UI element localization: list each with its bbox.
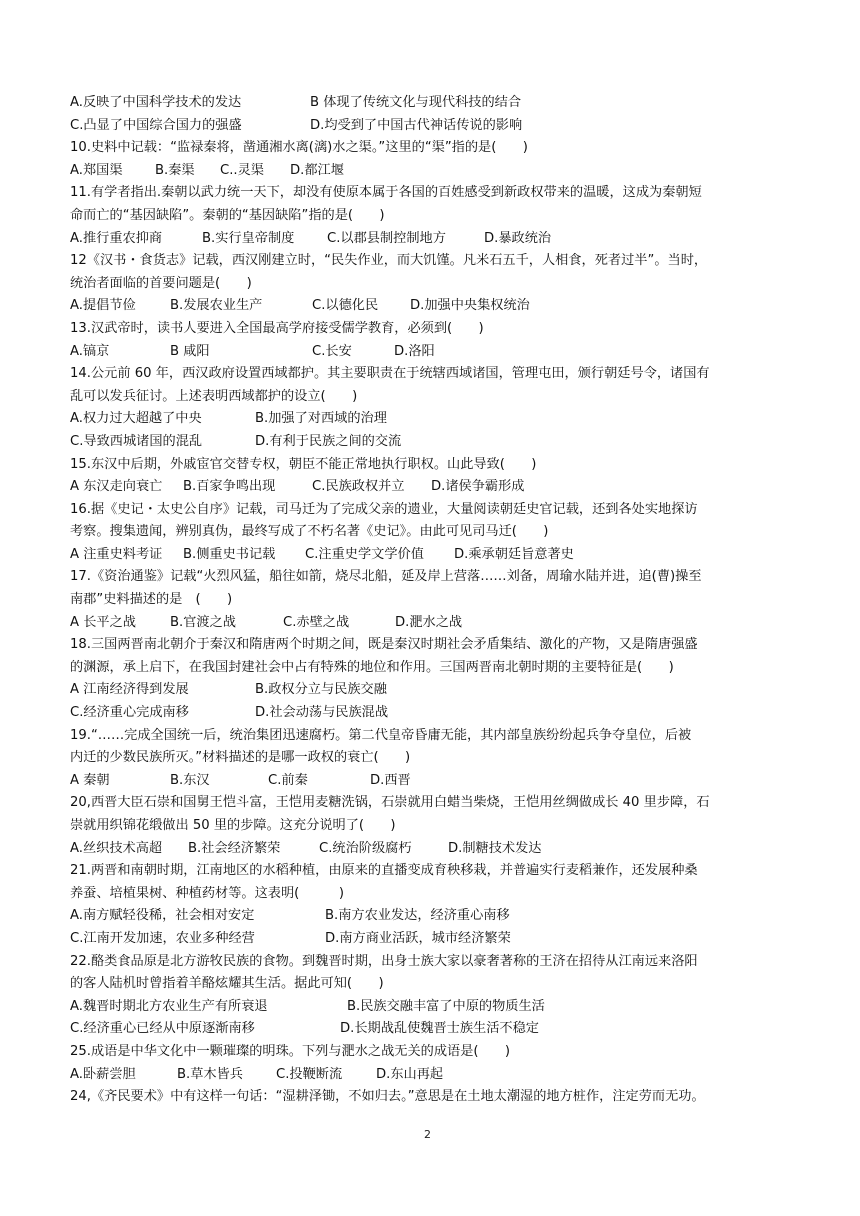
- options-line: [70, 295, 795, 318]
- question-text-line: 内迁的少数民族所灭。”材料描述的是哪一政权的衰亡( ): [70, 750, 411, 766]
- answer-option: C.赤壁之战: [283, 614, 350, 630]
- question-text-line: 18.三国两晋南北朝介于秦汉和隋唐两个时期之间，既是秦汉时期社会矛盾集结、激化的产物，又是隋唐强盛: [70, 637, 698, 653]
- answer-option: B.官渡之战: [170, 614, 236, 630]
- answer-option: D.乘承朝廷旨意著史: [454, 546, 574, 562]
- answer-option: B.发展农业生产: [170, 298, 263, 314]
- answer-option: C.以德化民: [312, 298, 379, 314]
- options-line: [70, 115, 795, 138]
- answer-option: A.提倡节俭: [70, 298, 136, 314]
- answer-option: C.导致西城诸国的混乱: [70, 433, 203, 449]
- answer-option: A 江南经济得到发展: [70, 682, 189, 698]
- answer-option: A.推行重农抑商: [70, 230, 163, 246]
- answer-option: B.实行皇帝制度: [202, 230, 295, 246]
- question-text-line: 乱可以发兵征讨。上述表明西域都护的设立( ): [70, 388, 358, 404]
- question-text-line: 25.成语是中华文化中一颗璀璨的明珠。下列与淝水之战无关的成语是( ): [70, 1043, 511, 1059]
- answer-option: D.西晋: [370, 772, 411, 788]
- answer-option: C.投鞭断流: [276, 1066, 343, 1082]
- answer-option: C.凸显了中国综合国力的强盛: [70, 117, 242, 133]
- answer-option: B.草木皆兵: [177, 1066, 243, 1082]
- answer-option: B 体现了传统文化与现代科技的结合: [310, 95, 522, 110]
- options-line: [70, 702, 795, 725]
- answer-option: A.魏晋时期北方农业生产有所衰退: [70, 998, 268, 1014]
- options-line: [70, 770, 795, 793]
- answer-option: B.百家争鸣出现: [183, 479, 276, 495]
- question-text-line: 12《汉书・食货志》记载，西汉刚建立时，“民失作业，而大饥馑。凡米石五千，人相食，死者过半”。当时，: [70, 253, 708, 269]
- answer-option: D.制糖技术发达: [448, 840, 542, 856]
- answer-option: D.南方商业活跃，城市经济繁荣: [325, 930, 511, 946]
- answer-option: A.镐京: [70, 343, 110, 359]
- answer-option: D.加强中央集权统治: [410, 298, 530, 314]
- answer-option: D.暴政统治: [484, 230, 552, 246]
- answer-option: B.政权分立与民族交融: [255, 682, 387, 698]
- question-text-line: 19.“……完成全国统一后，统治集团迅速腐朽。第二代皇帝昏庸无能，其内部皇族纷纷起兵争夺皇位，后被: [70, 727, 692, 743]
- answer-option: C.前秦: [268, 772, 308, 788]
- options-line: [70, 476, 795, 499]
- answer-option: B 咸阳: [170, 343, 210, 359]
- question-text-line: 13.汉武帝时，读书人要进入全国最高学府接受儒学教育，必须到( ): [70, 320, 484, 336]
- options-line: [70, 838, 795, 861]
- options-line: [70, 408, 795, 431]
- answer-option: D.诸侯争霸形成: [431, 479, 525, 495]
- answer-option: D.东山再起: [376, 1066, 444, 1082]
- answer-option: B.社会经济繁荣: [188, 840, 281, 856]
- options-line: [70, 928, 795, 951]
- answer-option: A 东汉走向衰亡: [70, 479, 163, 495]
- options-line: [70, 92, 795, 115]
- question-text-line: 24,《齐民要术》中有这样一句话：“湿耕泽锄，不如归去。”意思是在土地太潮湿的地方桩作，注定劳而无功。: [70, 1089, 705, 1105]
- answer-option: B.南方农业发达，经济重心南移: [325, 908, 510, 924]
- question-text-line: 养蚕、培植果树、种植药材等。这表明( ): [70, 885, 345, 901]
- answer-option: A 秦朝: [70, 772, 110, 788]
- answer-option: D.社会动荡与民族混战: [255, 705, 389, 721]
- answer-option: D.淝水之战: [395, 614, 463, 630]
- answer-option: A.权力过大超越了中央: [70, 411, 202, 427]
- question-text-line: 10.史料中记载：“监禄秦将，凿通湘水离(漓)水之渠。”这里的“渠”指的是( ): [70, 140, 528, 156]
- answer-option: D.长期战乱使魏晋士族生活不稳定: [340, 1021, 539, 1037]
- answer-option: A.卧薪尝胆: [70, 1066, 136, 1082]
- answer-option: B.东汉: [170, 772, 210, 788]
- question-text-line: 21.两晋和南朝时期，江南地区的水稻种植，由原来的直播变成育秧移栽，并普遍实行麦稻兼作，还发展种桑: [70, 863, 698, 879]
- options-line: [70, 228, 795, 251]
- options-line: [70, 996, 795, 1019]
- options-line: [70, 905, 795, 928]
- question-text-line: 考察。搜集遗闻，辨别真伪，最终写成了不朽名著《史记》。由此可见司马迁( ): [70, 524, 549, 540]
- options-line: [70, 341, 795, 364]
- page-number: 2: [424, 1128, 431, 1141]
- answer-option: C.长安: [312, 343, 352, 359]
- answer-option: C.经济重心完成南移: [70, 705, 189, 721]
- question-text-line: 的渊源，承上启下，在我国封建社会中占有特殊的地位和作用。三国两晋南北朝时期的主要特征是( ): [70, 659, 674, 675]
- question-text-line: 16.据《史记・太史公自序》记载，司马迁为了完成父亲的遗业，大量阅读朝廷史官记载，还到各处实地探访: [70, 501, 698, 517]
- answer-option: D.有利于民族之间的交流: [255, 433, 402, 449]
- answer-option: A 长平之战: [70, 614, 136, 630]
- question-text-line: 南郡”史料描述的是 ( ): [70, 592, 233, 608]
- answer-option: D.都江堰: [290, 162, 344, 178]
- question-text-line: 17.《资治通鉴》记载“火烈风猛，船往如箭，烧尽北船，延及岸上营落……刘备，周瑜水陆并进，追(曹)操至: [70, 569, 702, 585]
- answer-option: C.统治阶级腐朽: [319, 840, 412, 856]
- answer-option: A 注重史料考证: [70, 546, 163, 562]
- answer-option: A.反映了中国科学技术的发达: [70, 95, 242, 110]
- options-line: [70, 431, 795, 454]
- answer-option: B.侧重史书记载: [183, 546, 276, 562]
- question-text-line: 崇就用织锦花缎做出 50 里的步障。这充分说明了( ): [70, 818, 396, 833]
- exam-page: [70, 92, 795, 1109]
- question-text-line: 11.有学者指出.秦朝以武力统一天下，却没有使原本属于各国的百姓感受到新政权带来的温暖，这成为秦朝短: [70, 185, 702, 201]
- answer-option: C.经济重心已经从中原逐渐南移: [70, 1021, 255, 1037]
- answer-option: B.加强了对西域的治理: [255, 411, 387, 427]
- question-text-line: 的客人陆机时曾指着羊酪炫耀其生活。据此可知( ): [70, 976, 384, 992]
- options-line: [70, 1018, 795, 1041]
- question-text-line: 14.公元前 60 年，西汉政府设置西域都护。其主要职责在于统辖西域诸国，管理屯田，颁行朝廷号令，诸国有: [70, 366, 710, 382]
- options-line: [70, 679, 795, 702]
- question-text-line: 15.东汉中后期，外戚宦官交替专权，朝臣不能正常地执行职权。山此导致( ): [70, 456, 537, 472]
- answer-option: A.丝织技术高超: [70, 840, 163, 856]
- answer-option: D.洛阳: [394, 343, 435, 359]
- options-line: [70, 612, 795, 635]
- options-line: [70, 1064, 795, 1087]
- answer-option: D.均受到了中国古代神话传说的影响: [310, 117, 523, 133]
- answer-option: A.郑国渠: [70, 162, 123, 178]
- answer-option: C..灵渠: [220, 162, 264, 178]
- answer-option: B.民族交融丰富了中原的物质生活: [347, 998, 545, 1014]
- options-line: [70, 160, 795, 183]
- question-text-line: 20,西晋大臣石崇和国舅王恺斗富，王恺用麦糖洗锅，石崇就用白蜡当柴烧，王恺用丝绸做成长 40 里步障，石: [70, 795, 710, 811]
- answer-option: A.南方赋轻役稀，社会相对安定: [70, 908, 255, 924]
- answer-option: C.江南开发加速，农业多种经营: [70, 930, 255, 946]
- options-line: [70, 544, 795, 567]
- answer-option: C.注重史学文学价值: [305, 546, 424, 562]
- question-text-line: 22.酪类食品原是北方游牧民族的食物。到魏晋时期，出身士族大家以豪奢著称的王济在招待从江南远来洛阳: [70, 953, 698, 969]
- answer-option: B.秦渠: [155, 162, 195, 178]
- answer-option: C.以郡县制控制地方: [327, 230, 446, 246]
- question-text-line: 命而亡的“基因缺陷”。秦朝的“基因缺陷”指的是( ): [70, 207, 385, 223]
- answer-option: C.民族政权并立: [312, 479, 405, 495]
- question-text-line: 统治者面临的首要问题是( ): [70, 275, 252, 291]
